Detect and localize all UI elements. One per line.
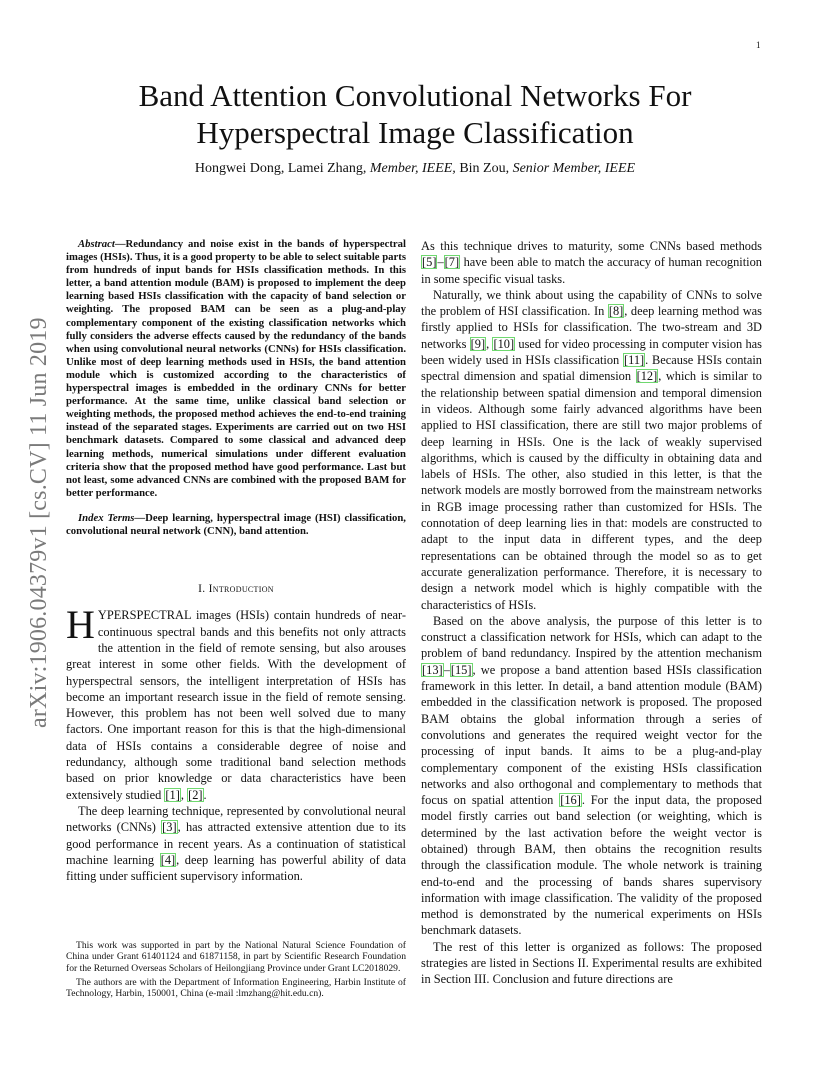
left-column [66,238,406,884]
section-number: I. [198,583,206,596]
citation-link[interactable]: [9] [470,336,486,351]
intro-r2-text: , deep learning method was firstly applied to HSIs for classification. The two-stream and 3D networks [421,304,762,351]
intro-p2-text: , deep learning has powerful ability of data fitting under sufficient supervisory information. [66,852,406,884]
citation-link[interactable]: [8] [608,304,624,319]
intro-p1-end: . [203,787,207,802]
index-terms-text: —Deep learning, hyperspectral image (HSI) classification, convolutional neural network (CNN), band attention. [66,511,406,537]
citation-link[interactable]: [5] [422,255,437,270]
author-names-2: Bin Zou, [455,161,513,176]
intro-paragraph-5 [421,613,762,939]
intro-r3-text: . For the input data, the proposed model firstly carries out band selection (or weighting, which is determined by the last activation before the weight vector is obtained) through BAM, then obtains the recognition results through the classification module. The whole network is training end-to-end and the processing of bands shares supervisory information with image classification. The validity of the proposed method is demonstrated by the numerical experiments on HSIs benchmark datasets. [421,793,762,938]
funding-footnote: This work was supported in part by the National Natural Science Foundation of China under Grant 61401124 and 61871158, in part by Scientific Research Foundation for the Returned Overseas Scholars of Heilongjiang Province under Grant LC2018029. [66,940,406,974]
author-affiliation-2: Senior Member, IEEE [512,161,636,176]
intro-r2-sep: , [486,336,493,351]
intro-paragraph-4 [421,287,762,613]
intro-r3-text: Based on the above analysis, the purpose of this letter is to construct a classification network for HSIs, which can adapt to the problem of band redundancy. Inspired by the attention mechanism [421,613,762,661]
citation-link[interactable]: [4] [160,852,176,867]
intro-paragraph-6: The rest of this letter is organized as follows: The proposed strategies are listed in Sections II. Experimental results are exhibited in Section III. Conclusion and future directions are [421,939,762,987]
author-affiliation-1: Member, IEEE, [369,161,456,176]
citation-link[interactable]: [12] [636,369,658,384]
intro-r2-text: . Because HSIs contain spectral dimension and spatial dimension [421,353,762,384]
citation-link[interactable]: [1] [165,787,180,802]
intro-paragraph-1 [66,602,406,803]
intro-paragraph-3 [421,238,762,287]
author-line [70,161,760,177]
index-terms-label: Index Terms [78,511,135,524]
intro-r2-text: , which is similar to the relationship between spatial dimension and temporal dimension in videos. Although some fairly advanced algorithms have been applied to HSI classification, there are still two major problems of deep learning in HSIs. One is the lack of weakly supervised algorithms, which is caused by the difficulty in obtaining data and labels of HSIs. The other, also studied in this letter, is that the network models are mostly borrowed from the mainstream networks in RGB image processing rather than customized for HSIs. The connotation of deep learning lies in that: models are constructed to adapt to the input data in different types, and the deep representations can be obtained through the model so as to get accurate generalization performance. Therefore, it is necessary to design a network model which is highly compatible with the characteristics of HSIs. [421,369,762,612]
intro-r2-text: Naturally, we think about using the capability of CNNs to solve the problem of HSI classification. In [421,287,762,319]
section-title: Introduction [208,583,274,596]
section-heading-introduction [66,581,406,597]
page-number: 1 [756,40,761,50]
affiliation-footnote: The authors are with the Department of Information Engineering, Harbin Institute of Technology, Harbin, 150001, China (e-mail :lmzhang@hit.edu.cn). [66,976,406,1000]
citation-link[interactable]: [15] [450,662,472,677]
index-terms [66,512,406,538]
citation-link[interactable]: [10] [493,336,515,351]
intro-r3-text: , we propose a band attention based HSIs classification framework in this letter. In detail, a band attention module (BAM) embedded in the classification network is proposed. The proposed BAM obtains the global information through a series of convolutions and generates the required weight vector for the processing of input bands. It aims to be a plug-and-play complementary component of the existing HSIs classification networks and also orthogonal and complementary to methods that focus on spatial attention [421,662,762,808]
intro-p2-text: , has attracted extensive attention due to its good performance in recent years. As a continuation of statistical machine learning [66,820,407,867]
citation-link[interactable]: [11] [623,353,645,368]
intro-p2-text: The deep learning technique, represented by convolutional neural networks (CNNs) [66,803,406,835]
abstract [66,238,406,500]
citation-link[interactable]: [3] [162,820,177,835]
drop-cap: H [66,602,95,648]
intro-p1-sep: , [180,787,188,802]
author-names-1: Hongwei Dong, Lamei Zhang, [194,161,370,176]
intro-r1-dash: – [437,255,444,270]
intro-r1-text: As this technique drives to maturity, some CNNs based methods [421,239,762,253]
arxiv-identifier: arXiv:1906.04379v1 [cs.CV] 11 Jun 2019 [26,317,52,728]
citation-link[interactable]: [7] [444,255,460,270]
intro-r3-dash: – [443,662,450,677]
citation-link[interactable]: [13] [422,662,443,677]
intro-r2-text: used for video processing in computer vision has been widely used in HSIs classification [421,336,762,368]
right-column [421,238,762,988]
intro-paragraph-2 [66,803,406,884]
footnotes [66,940,406,1002]
paper-title: Band Attention Convolutional Networks For Hyperspectral Image Classification [138,78,692,150]
citation-link[interactable]: [2] [188,787,203,802]
abstract-text: —Redundancy and noise exist in the bands of hyperspectral images (HSIs). Thus, it is a good property to be able to select suitable parts from hundreds of input bands for HSIs classification methods. In this letter, a band attention module (BAM) is proposed to implement the deep learning based HSIs classification with the capacity of band selection or weighting. The proposed BAM can be seen as a plug-and-play complementary component of the existing classification networks which fully considers the adverse effects caused by the redundancy of the bands when using convolutional neural networks (CNNs) for HSIs classification. Unlike most of deep learning methods used in HSIs, the band attention module which is customized according to the characteristics of hyperspectral images is embedded in the ordinary CNNs for better performance. At the same time, unlike classical band selection or weighting methods, the proposed method achieves the end-to-end training instead of the separated stages. Experiments are carried out on two HSI benchmark datasets. Compared to some classical and advanced deep learning methods, numerical simulations under different evaluation criteria show that the proposed method have good performance. Last but not least, some advanced CNNs are combined with the proposed BAM for better performance. [66,238,406,499]
abstract-label: Abstract [78,238,115,250]
citation-link[interactable]: [16] [560,793,581,808]
intro-r1-text: have been able to match the accuracy of human recognition in some specific visual tasks. [421,255,762,286]
intro-p1-text: YPERSPECTRAL images (HSIs) contain hundreds of near-continuous spectral bands and this benefits not only attracts the attention in the field of remote sensing, but also arouses great interest in some other fields. With the development of hyperspectral sensors, the intelligent interpretation of HSIs has become an important research issue in the field of remote sensing. However, this problem has not been well solved due to many factors. One important reason for this is that the high-dimensional data of HSIs contains a considerable degree of noise and redundancy, although some traditional band selection methods based on prior knowledge or data characteristics have been extensively studied [66,608,406,802]
